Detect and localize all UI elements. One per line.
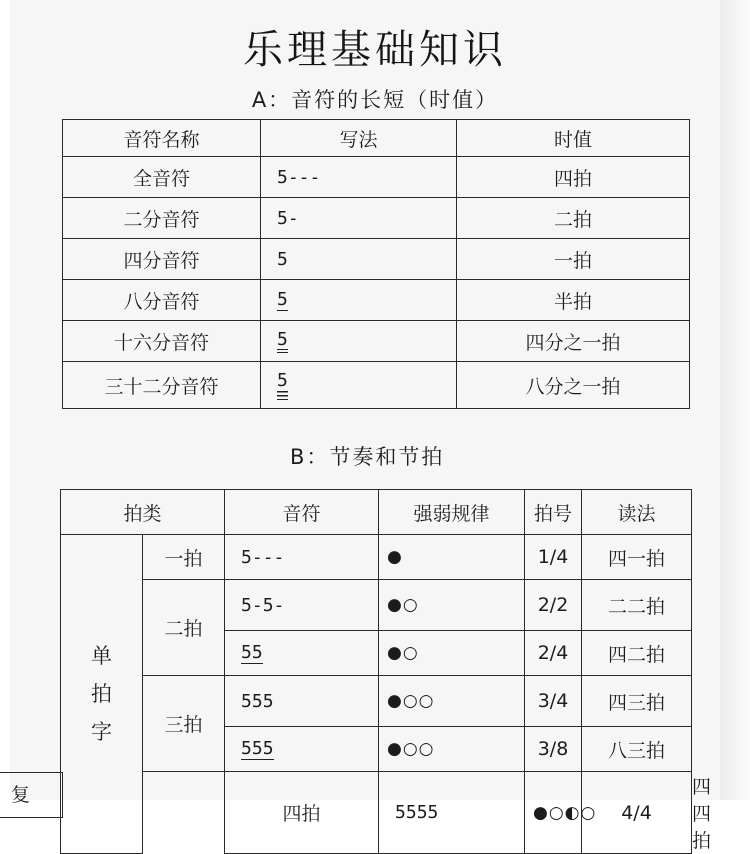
notation-underlined-twice: 5 bbox=[277, 330, 288, 354]
time-signature: 3/4 bbox=[525, 676, 582, 727]
duration: 二拍 bbox=[457, 198, 690, 239]
beat-count: 二拍 bbox=[143, 580, 225, 676]
notation: 5--- bbox=[261, 157, 457, 198]
note-name: 四分音符 bbox=[63, 239, 261, 280]
table-header-row bbox=[61, 490, 692, 535]
notes-underlined: 555 bbox=[241, 738, 274, 760]
table-row bbox=[61, 535, 692, 580]
table-row bbox=[61, 676, 692, 727]
table-row bbox=[63, 362, 690, 409]
duration: 四拍 bbox=[457, 157, 690, 198]
table-row bbox=[63, 157, 690, 198]
duration: 八分之一拍 bbox=[457, 362, 690, 409]
group-simple-meter bbox=[61, 535, 143, 854]
strong-weak-pattern: ●○○ bbox=[379, 676, 525, 727]
header-reading: 读法 bbox=[582, 490, 692, 535]
group-char: 单 bbox=[91, 644, 112, 668]
notation-underlined-thrice: 5 bbox=[277, 371, 288, 401]
table-row: 复 四拍 5555 ●○◐○ 4/4 四拍 bbox=[61, 772, 692, 854]
time-signature: 2/2 bbox=[525, 580, 582, 631]
rhythm-meter-table bbox=[10, 489, 712, 854]
note-name: 全音符 bbox=[63, 157, 261, 198]
group-compound-meter: 复 bbox=[0, 772, 63, 818]
note-duration-table bbox=[62, 119, 690, 409]
duration: 四分之一拍 bbox=[457, 321, 690, 362]
group-char: 字 bbox=[91, 720, 112, 744]
table-row bbox=[63, 239, 690, 280]
table-row bbox=[63, 198, 690, 239]
header-notation: 写法 bbox=[261, 120, 457, 157]
section-b-heading: B：节奏和节拍 bbox=[290, 445, 445, 469]
duration: 一拍 bbox=[457, 239, 690, 280]
strong-weak-pattern: ●○◐○ bbox=[525, 772, 582, 854]
strong-weak-pattern: ●○ bbox=[379, 631, 525, 676]
note-name: 十六分音符 bbox=[63, 321, 261, 362]
notes: 5555 bbox=[379, 772, 525, 854]
time-signature: 1/4 bbox=[525, 535, 582, 580]
notes-cell bbox=[225, 727, 379, 772]
notes: 5--- bbox=[225, 535, 379, 580]
duration: 半拍 bbox=[457, 280, 690, 321]
header-beat-type: 拍类 bbox=[61, 490, 225, 535]
time-signature: 3/8 bbox=[525, 727, 582, 772]
notation: 5- bbox=[261, 198, 457, 239]
notation-cell bbox=[261, 321, 457, 362]
notation-underlined-once: 5 bbox=[277, 289, 288, 311]
header-duration: 时值 bbox=[457, 120, 690, 157]
strong-weak-pattern: ●○ bbox=[379, 580, 525, 631]
header-strong-weak: 强弱规律 bbox=[379, 490, 525, 535]
table-row bbox=[61, 580, 692, 631]
group-char: 拍 bbox=[91, 682, 112, 706]
notes: 555 bbox=[225, 676, 379, 727]
header-note-name: 音符名称 bbox=[63, 120, 261, 157]
beat-count: 四拍 bbox=[225, 772, 379, 854]
page-spine-shadow bbox=[720, 0, 750, 800]
note-name: 八分音符 bbox=[63, 280, 261, 321]
section-a-heading: A：音符的长短（时值） bbox=[251, 88, 499, 112]
reading: 四三拍 bbox=[582, 676, 692, 727]
notation-cell bbox=[261, 362, 457, 409]
reading: 二二拍 bbox=[582, 580, 692, 631]
table-header-row bbox=[63, 120, 690, 157]
table-row bbox=[63, 321, 690, 362]
notes-cell bbox=[225, 631, 379, 676]
reading: 八三拍 bbox=[582, 727, 692, 772]
reading: 四二拍 bbox=[582, 631, 692, 676]
beat-count: 三拍 bbox=[143, 676, 225, 772]
note-name: 二分音符 bbox=[63, 198, 261, 239]
note-name: 三十二分音符 bbox=[63, 362, 261, 409]
page-title: 乐理基础知识 bbox=[243, 27, 507, 73]
notes: 5-5- bbox=[225, 580, 379, 631]
strong-weak-pattern: ●○○ bbox=[379, 727, 525, 772]
strong-weak-pattern: ● bbox=[379, 535, 525, 580]
notation-cell bbox=[261, 280, 457, 321]
header-notes: 音符 bbox=[225, 490, 379, 535]
time-signature: 2/4 bbox=[525, 631, 582, 676]
notes-underlined: 55 bbox=[241, 642, 263, 664]
time-signature: 4/4 bbox=[582, 772, 692, 854]
beat-count: 一拍 bbox=[143, 535, 225, 580]
table-row bbox=[63, 280, 690, 321]
reading: 四一拍 bbox=[582, 535, 692, 580]
header-meter: 拍号 bbox=[525, 490, 582, 535]
notation: 5 bbox=[261, 239, 457, 280]
